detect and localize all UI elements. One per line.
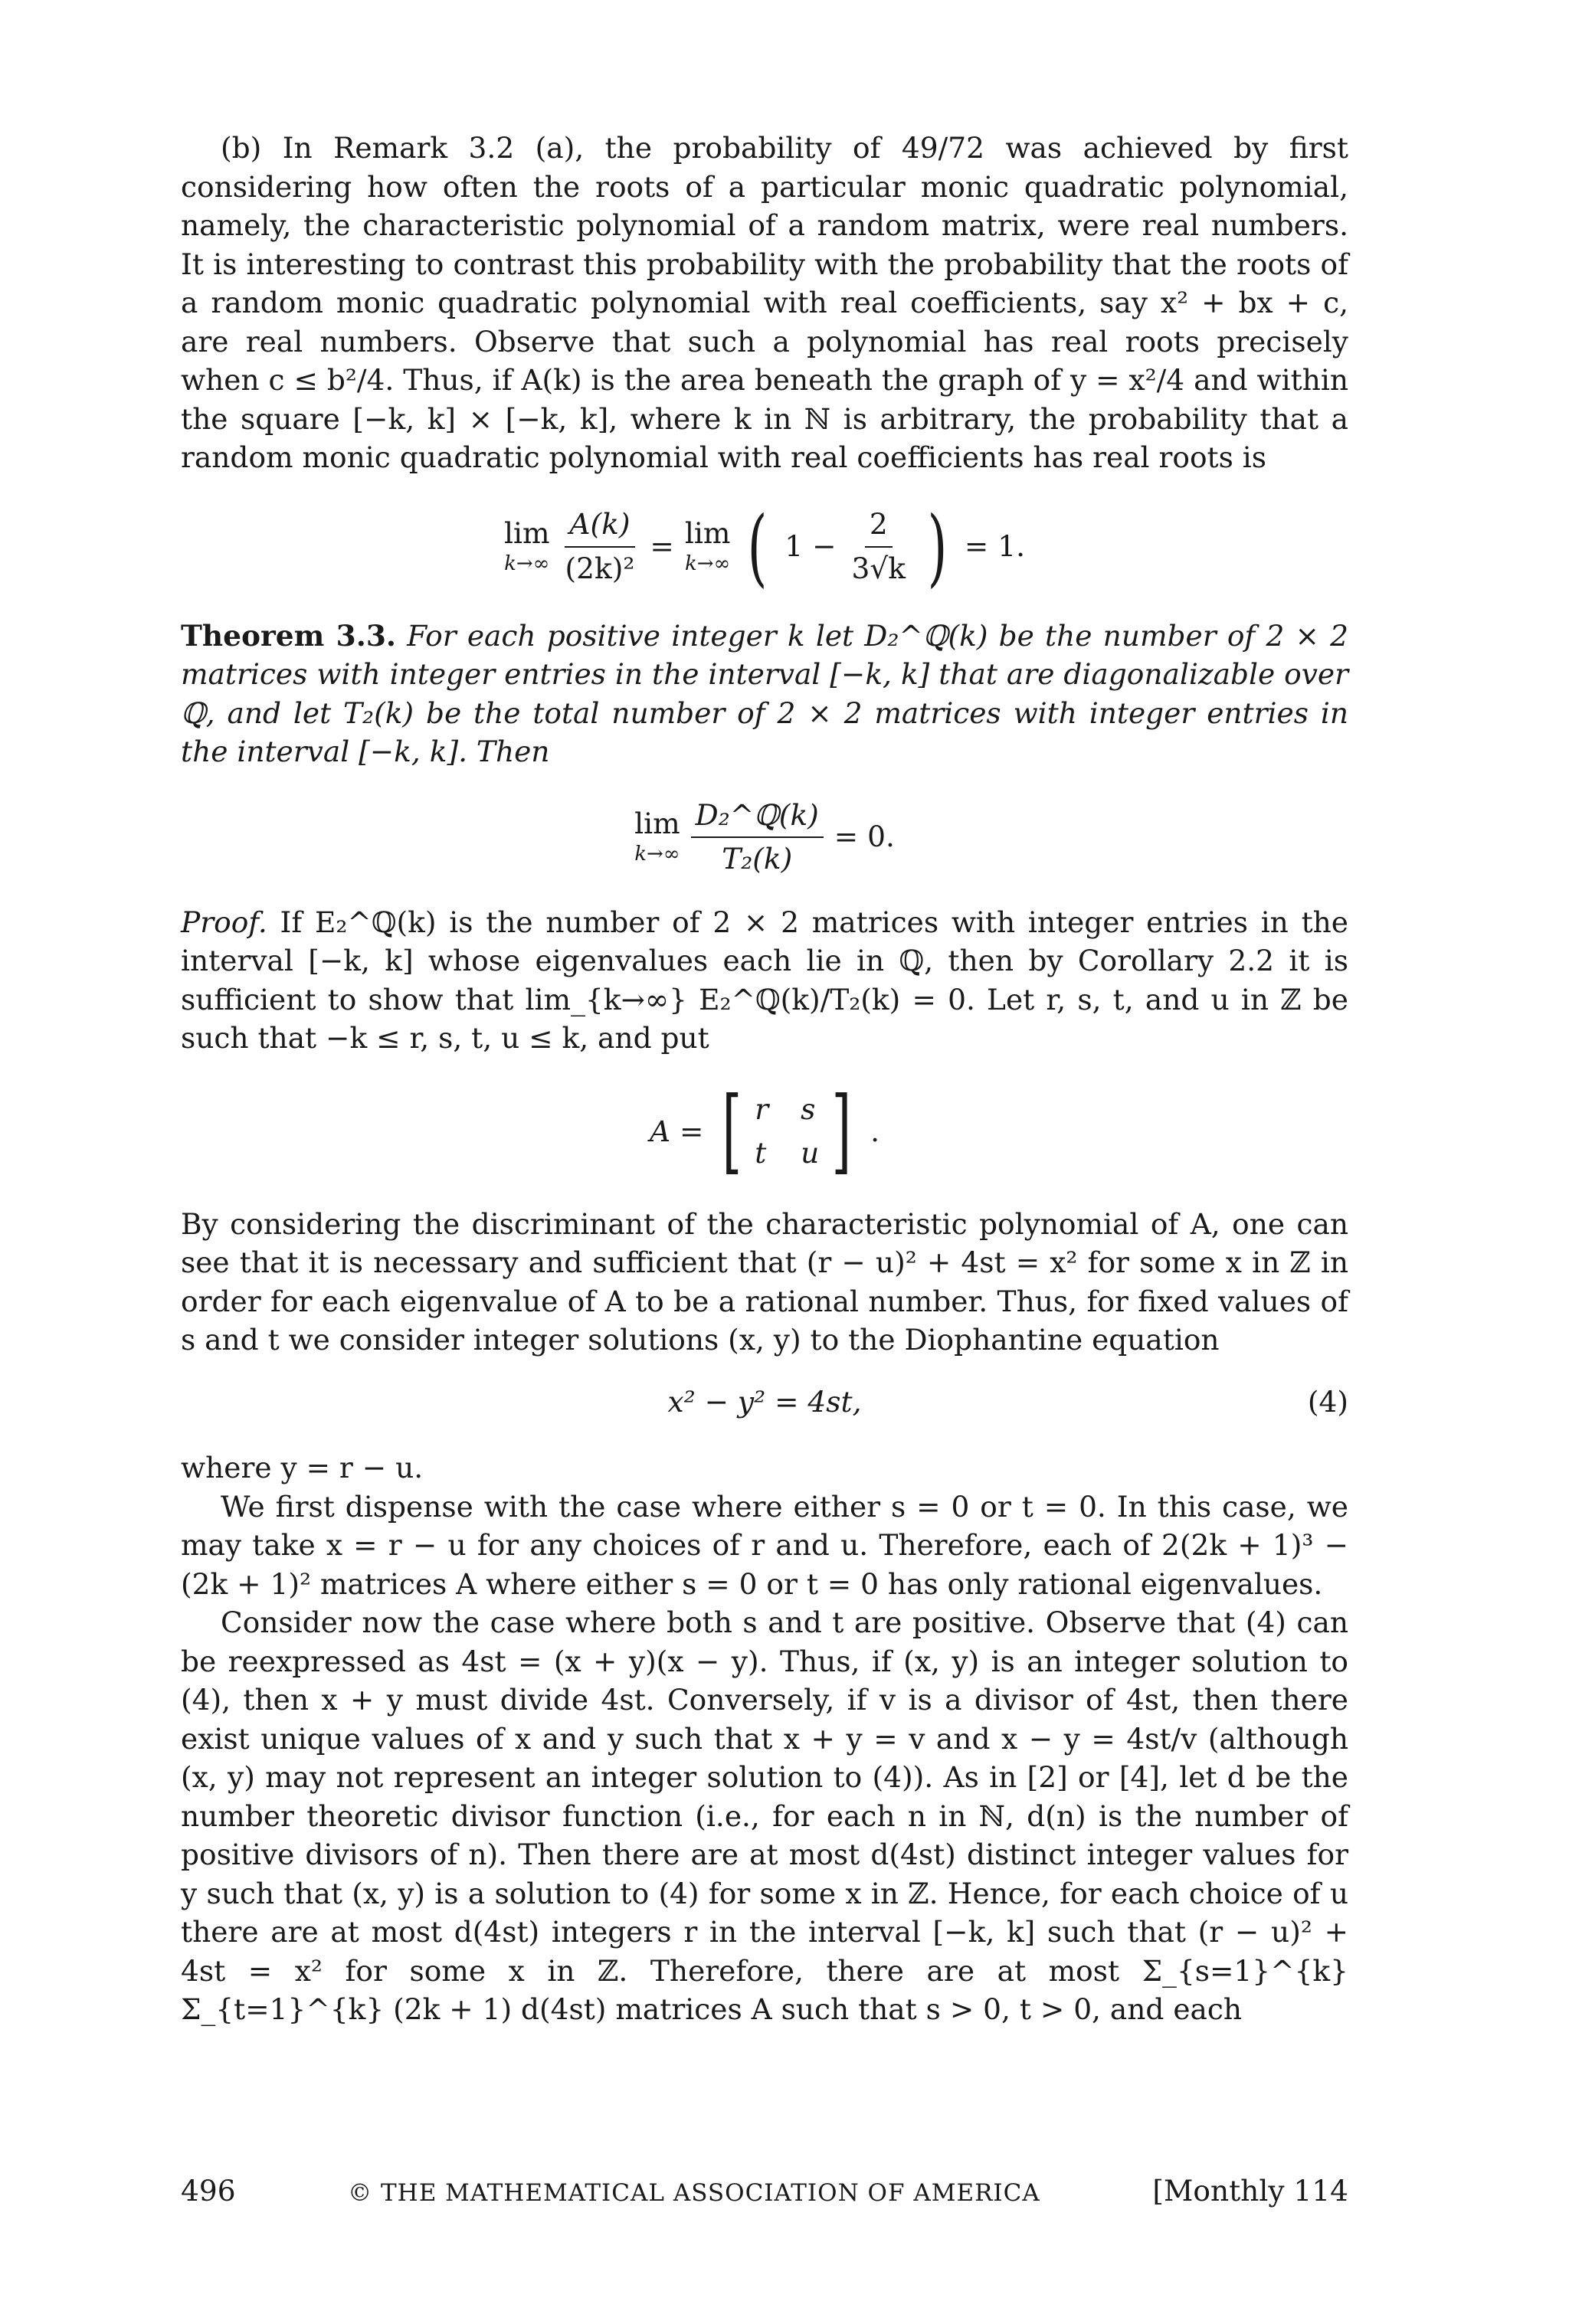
proof-text: If E₂^ℚ(k) is the number of 2 × 2 matrices with integer entries in the interval [−k, k] whose eigenvalues each lie in ℚ, then by Corollary 2.2 it is sufficient to show that lim_{k→∞} E₂^ℚ(k)/T₂(k) = 0. Let r, s, t, and u in ℤ be such that −k ≤ r, s, t, u ≤ k, and put [181, 905, 1348, 1056]
cell-t: t [755, 1135, 767, 1170]
page-number: 496 [181, 2174, 236, 2208]
left-bracket: [ [722, 1077, 742, 1184]
matrix-A [714, 1077, 860, 1184]
proof-heading: Proof. [181, 905, 267, 939]
equation-limit-ratio [181, 799, 1348, 876]
one-minus: 1 − [784, 529, 837, 564]
matrix-period: . [870, 1114, 880, 1148]
journal-name: [Monthly 114 [1152, 2174, 1348, 2208]
equation-limit-area [181, 497, 1348, 596]
theorem-3-3 [181, 617, 1348, 771]
result: = 1. [964, 529, 1026, 564]
page-body [181, 129, 1348, 2029]
cell-u: u [801, 1135, 820, 1170]
cell-s: s [801, 1092, 816, 1127]
lim-operator-2: lim k→∞ [684, 516, 731, 576]
result-zero: = 0. [834, 820, 895, 854]
matrix-lhs: A = [649, 1114, 704, 1148]
paragraph-where: where y = r − u. [181, 1451, 424, 1485]
equation-4-text: x² − y² = 4st, [667, 1384, 862, 1419]
paragraph-consider: Consider now the case where both s and t are positive. Observe that (4) can be reexpressed as 4st = (x + y)(x − y). Thus, if (x, y) is an integer solution to (4), then x + y must divide 4st. Conversely, if v is a divisor of 4st, then there exist unique values of x and y such that x + y = v and x − y = 4st/v (although (x, y) may not represent an integer solution to (4)). As in [2] or [4], let d be the number theoretic divisor function (i.e., for each n in ℕ, d(n) is the number of positive divisors of n). Then there are at most d(4st) distinct integer values for y such that (x, y) is a solution to (4) for some x in ℤ. Hence, for each choice of u there are at most d(4st) integers r in the interval [−k, k] such that (r − u)² + 4st = x² for some x in ℤ. Therefore, there are at most Σ_{s=1}^{k} Σ_{t=1}^{k} (2k + 1) d(4st) matrices A such that s > 0, t > 0, and each [181, 1606, 1348, 2027]
right-bracket: ] [831, 1077, 852, 1184]
proof-paragraph [181, 903, 1348, 1058]
theorem-statement: For each positive integer k let D₂^ℚ(k) be the number of 2 × 2 matrices with integer entries in the interval [−k, k] that are diagonalizable over ℚ, and let T₂(k) be the total number of 2 × 2 matrices with integer entries in the interval [−k, k]. Then [181, 618, 1349, 768]
equation-4 [181, 1383, 1348, 1422]
fraction-ratio: $\frac{\text{D₂\textasciicircum{}ℚ(k)}}{\text{T₂(k)}}$ [691, 799, 824, 876]
fraction-inner: $\frac{2}{3√k}$ [851, 507, 906, 585]
paragraph-remark-b: (b) In Remark 3.2 (a), the probability of 49/72 was achieved by first considering how often the roots of a particular monic quadratic polynomial, namely, the characteristic polynomial of a random matrix, were real numbers. It is interesting to contrast this probability with the probability that the roots of a random monic quadratic polynomial with real coefficients, say x² + bx + c, are real numbers. Observe that such a polynomial has real roots precisely when c ≤ b²/4. Thus, if A(k) is the area beneath the graph of y = x²/4 and within the square [−k, k] × [−k, k], where k in ℕ is arbitrary, the probability that a random monic quadratic polynomial with real coefficients has real roots is [181, 131, 1348, 474]
equation-number: (4) [1307, 1384, 1348, 1419]
matrix-cells [755, 1090, 819, 1172]
paragraph-dispense: We first dispense with the case where either s = 0 or t = 0. In this case, we may take x = r − u for any choices of r and u. Therefore, each of 2(2k + 1)³ − (2k + 1)² matrices A where either s = 0 or t = 0 has only rational eigenvalues. [181, 1489, 1348, 1601]
cell-r: r [755, 1092, 769, 1127]
left-paren: ( [747, 497, 768, 596]
lim-operator: lim k→∞ [503, 516, 550, 576]
publisher-line: © THE MATHEMATICAL ASSOCIATION OF AMERICA [348, 2179, 1040, 2207]
theorem-heading: Theorem 3.3. [181, 618, 396, 653]
right-paren: ) [927, 497, 948, 596]
fraction-area: $\frac{A(k)}{\text{(2k)²}}$ [565, 507, 635, 585]
lim-operator-3: lim k→∞ [634, 806, 680, 866]
paragraph-discriminant: By considering the discriminant of the characteristic polynomial of A, one can see that it is necessary and sufficient that (r − u)² + 4st = x² for some x in ℤ in order for each eigenvalue of A to be a rational number. Thus, for fixed values of s and t we consider integer solutions (x, y) to the Diophantine equation [181, 1206, 1348, 1357]
equals-sign: = [650, 529, 674, 564]
equation-matrix [181, 1077, 1348, 1184]
page-footer [181, 2174, 1348, 2208]
